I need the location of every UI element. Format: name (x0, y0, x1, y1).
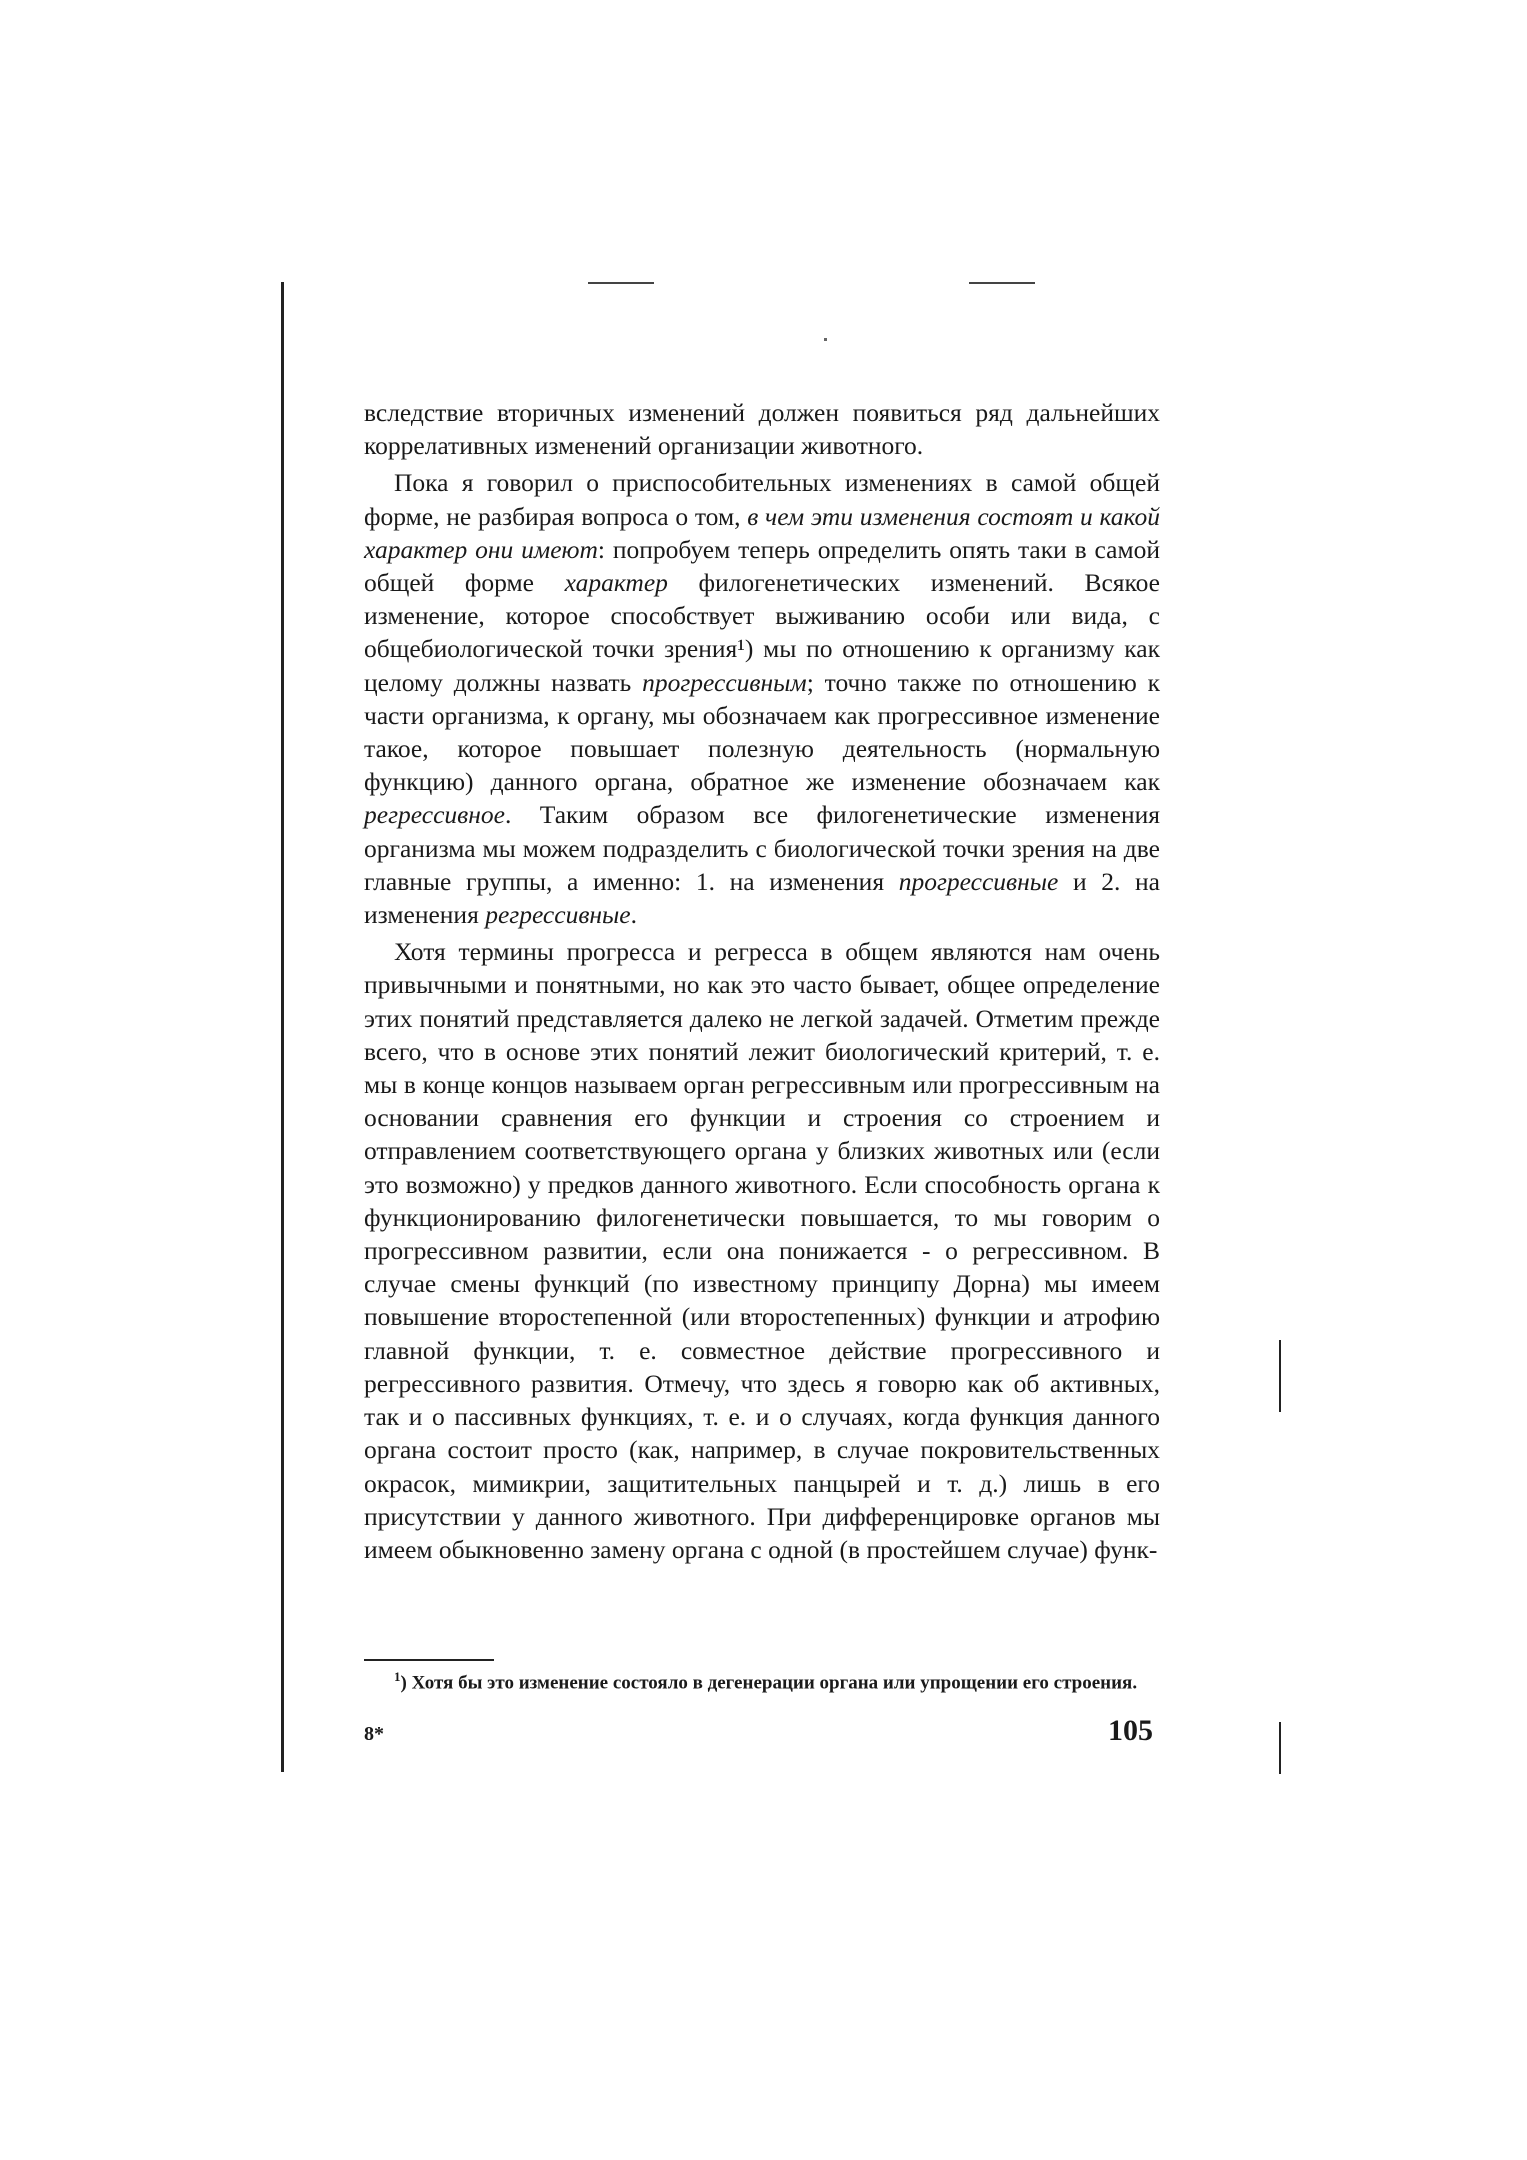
text-run: . Таким образом все филогенетические изменения организма мы можем подразделить с биологической точки зрения на две главные группы, а именно: 1. на изменения (364, 800, 1160, 896)
signature-mark: 8* (364, 1723, 384, 1745)
footnote-marker: 1 (394, 1669, 401, 1684)
italic-phrase: прогрессивным (642, 667, 807, 697)
footnote-text: Хотя бы это изменение состояло в дегенерации органа или упрощении его строения. (411, 1672, 1138, 1694)
text-run: ; точно также по отношению к части организма, к органу, мы обозначаем как прогрессивное изменение такое, которое повышает полезную деятельность (нормальную функцию) данного органа, обратное же изменение обозначаем как (364, 667, 1160, 797)
text-run: Пока я говорил о приспособительных изменениях в самой общей форме, не разбирая вопроса о том, (364, 468, 1160, 531)
text-run: : попробуем теперь определить опять таки в самой общей форме (364, 534, 1160, 598)
footnote-rule (364, 1659, 494, 1661)
text-run: . (630, 900, 638, 930)
page-number: 105 (1108, 1714, 1153, 1747)
text-run: вследствие вторичных изменений должен появиться ряд дальнейших коррелативных изменений организации животного. (364, 398, 1160, 461)
italic-phrase: в чем эти изменения состоят и какой характер они имеют (364, 501, 1160, 564)
scan-top-rule-right (969, 282, 1035, 284)
scan-dot (824, 338, 827, 341)
footnote: $^1$) Хотя бы это изменение состояло в дегенерации органа или упрощении его строения. (394, 1669, 1138, 1694)
text-run: Хотя термины прогресса и регресса в общем являются нам очень привычными и понятными, но как это часто бывает, общее определение этих понятий представляется далеко не легкой задачей. Отметим прежде всего, что в основе этих понятий лежит биологический критерий, т. е. мы в конце концов называем орган регрессивным или прогрессивным на основании сравнения его функции и строения со строением и отправлением соответствующего органа у близких животных или (если это возможно) у предков данного животного. Если способность органа к функционированию филогенетически повышается, то мы говорим о прогрессивном развитии, если она понижается - о регрессивном. В случае смены функций (по известному принципу Дорна) мы имеем повышение второстепенной (или второстепенных) функции и атрофию главной функции, т. е. совместное действие прогрессивного и регрессивного развития. Отмечу, что здесь я говорю как об активных, так и о пассивных функциях, т. е. и о случаях, когда функция данного органа состоит просто (как, например, в случае покровительственных окрасок, мимикрии, защитительных панцырей и т. д.) лишь в его присутствии у данного животного. При дифференцировке органов мы имеем обыкновенно замену органа с одной (в простейшем случае) функ- (364, 937, 1160, 1564)
scan-edge-line (281, 282, 284, 1772)
body-text (364, 396, 1160, 1566)
scan-right-mark-lower (1279, 1722, 1281, 1774)
scan-top-rule-left (588, 282, 654, 284)
paragraph (364, 935, 1160, 1566)
text-run: и 2. на изменения (364, 866, 1160, 930)
text-run: филогенетических изменений. Всякое изменение, которое способствует выживанию особи или вида, с общебиологической точки зрения¹) мы по отношению к организму как целому должны назвать (364, 568, 1161, 697)
italic-phrase: характер (564, 568, 668, 598)
paragraph (364, 396, 1160, 462)
italic-phrase: прогрессивные (898, 866, 1059, 896)
scan-right-mark-upper (1279, 1340, 1281, 1412)
paragraph (364, 466, 1160, 931)
italic-phrase: регрессивные (485, 900, 631, 930)
italic-phrase: регрессивное (364, 800, 505, 830)
